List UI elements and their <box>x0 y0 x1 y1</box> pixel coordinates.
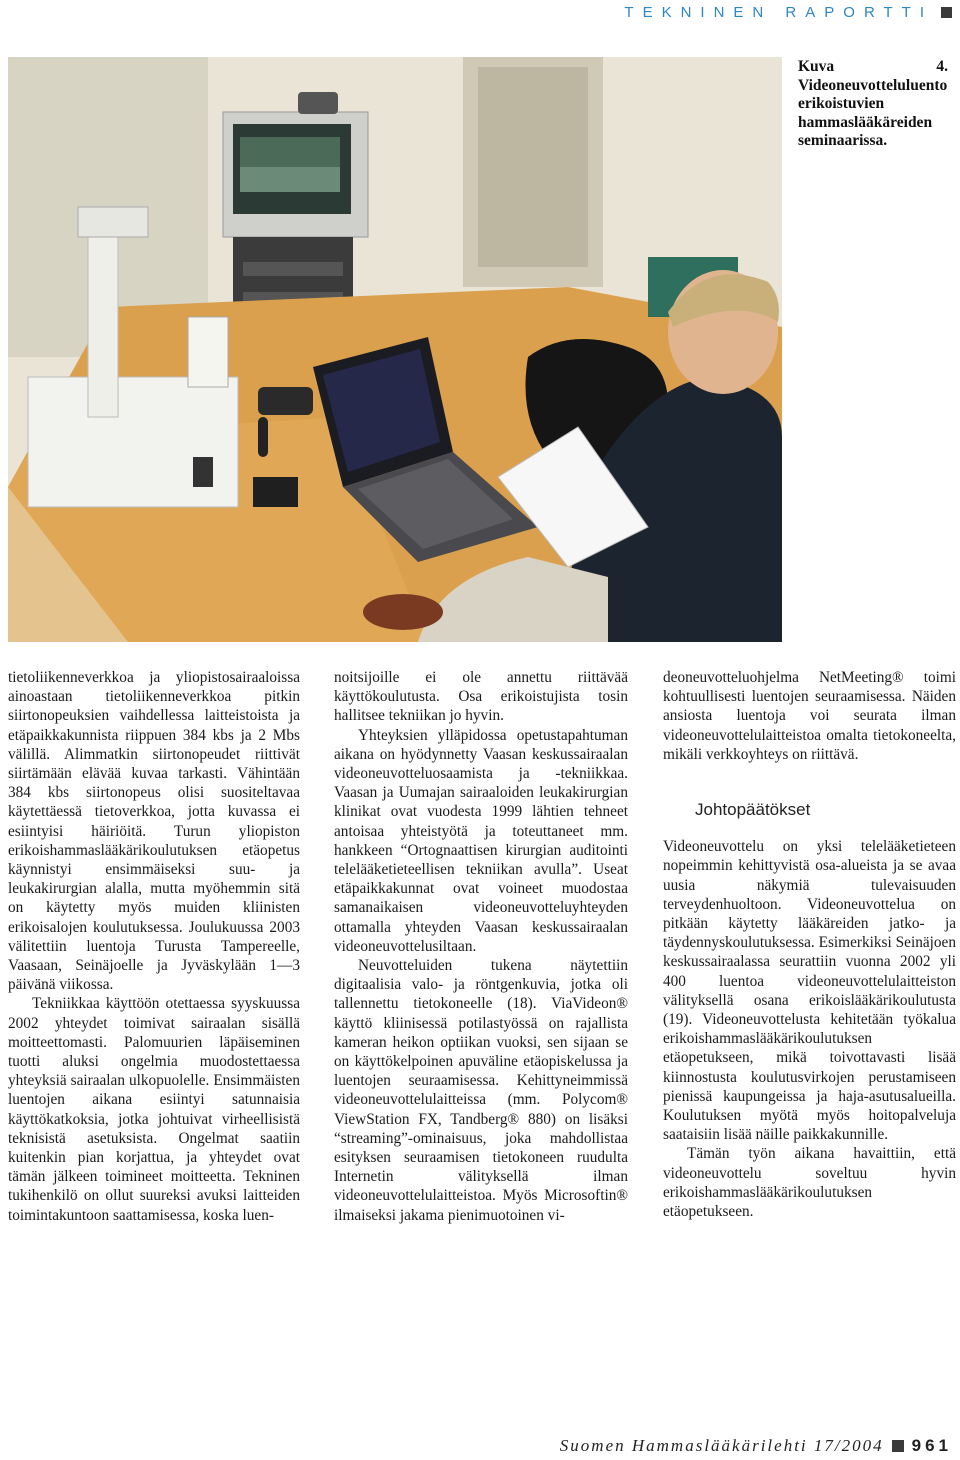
figure-caption: Kuva 4. Videoneuvotteluluento erikoistuvien hammaslääkäreiden seminaarissa. <box>798 58 948 149</box>
square-bullet-icon <box>892 1440 904 1452</box>
paragraph: Tekniikkaa käyttöön otettaessa syyskuussa 2002 yhteydet toimivat sairaalan sisällä moitteettomasti. Palomuurien läpäiseminen tuotti aluksi ongelmia muodostettaessa yhteyksiä sairaalan ulkopuolelle. Ensimmäisten luentojen aikana esiintyi satunnaisia käyttökatkoksia, jotka johtuivat virheellisistä teknisistä asetuksista. Ongelmat saatiin kuitenkin pian korjattua, ja yhteydet ovat tämän jälkeen toimineet moitteetta. Tekninen tukihenkilö on ollut suureksi avuksi laitteiden toimintakuntoon saattamisessa, koska luen- <box>8 995 300 1224</box>
paragraph: Yhteyksien ylläpidossa opetustapahtuman aikana on hyödynnetty Vaasan keskussairaalan videoneuvotteluosaamista ja -tekniikkaa. Vaasan ja Uumajan sairaaloiden leukakirurgian klinikat ovat vuodesta 1999 lähtien tehneet antoisaa yhteistyötä ja toteuttaneet mm. hankkeen “Ortognaattisen kirurgian auditointi telelääketieteellisen tekniikan avulla”. Useat etäpaikkakunnat ovat voineet muodostaa samanaikaisen videoneuvotteluyhteyden ottamalla yhteyden Vaasan keskussairaalan videoneuvottelusiltaan. <box>334 726 628 955</box>
section-heading: Johtopäätökset <box>695 800 811 820</box>
running-footer <box>560 1434 952 1458</box>
journal-name: Suomen Hammaslääkärilehti 17/2004 <box>559 1436 884 1455</box>
running-header <box>624 0 952 24</box>
paragraph: Tämän työn aikana havaittiin, että videoneuvottelu soveltuu hyvin erikoishammaslääkärikoulutuksen etäopetukseen. <box>663 1145 956 1221</box>
square-bullet-icon <box>941 7 952 18</box>
text-column-1 <box>8 668 300 1225</box>
paragraph: tietoliikenneverkkoa ja yliopistosairaaloissa ainoastaan tietoliikenneverkkoa pitkin siirtonopeuksien vaihdellessa laitteistoista ja etäpaikkakunnista riippuen 384 kbs ja 2 Mbs välillä. Alimmatkin siirtonopeudet riittivät siirtämään elävää kuvaa tarkasti. Vähintään 384 kbs siirtonopeus olisi suositeltavaa käytettäessä tietoverkkoa, jotta kuvassa ei esiintyisi häiriöitä. Turun yliopiston erikoishammaslääkärikoulutuksen etäopetus käynnistyi ensimmäiseksi suu- ja leukakirurgian alalla, mutta myöhemmin sitä on käytetty myös muiden kliinisten erikoisalojen koulutuksessa. Joulukuussa 2003 välitettiin luentoja Turusta Tampereelle, Vaasaan, Seinäjoelle ja Jyväskylään 1—3 päivänä viikossa. <box>8 669 300 994</box>
text-column-3 <box>663 668 956 1221</box>
text-column-2 <box>334 668 628 1225</box>
figure-photo <box>8 57 782 642</box>
paragraph: Videoneuvottelu on yksi telelääketieteen nopeimmin kehittyvistä osa-alueista ja se avaa uusia näkymiä tulevaisuuden terveydenhuoltoon. Videoneuvottelua on pitkään käytetty lääkäreiden jatko- ja täydennyskoulutuksessa. Esimerkiksi Seinäjoen keskussairaalassa seurattiin vuonna 2002 yli 400 luentoa videoneuvottelulaitteiston välityksellä osana erikoislääkärikoulutusta (19). Videoneuvottelusta kehitetään työkalua erikoishammaslääkärikoulutuksen etäopetukseen, mikä toivottavasti lisää kiinnostusta koulutusvirkojen perustamiseen pienissä kaupungeissa ja haja-asutusalueilla. Koulutuksen myötä myös hoitopalveluja saataisiin lisää näille paikkakunnille. <box>663 838 956 1144</box>
section-title: TEKNINEN RAPORTTI <box>624 3 933 21</box>
paragraph: Neuvotteluiden tukena näytettiin digitaalisia valo- ja röntgenkuvia, jotka oli tallennettu tietokoneelle (18). ViaVideon® käyttö kliinisessä potilastyössä on rajallista kameran heikon optiikan vuoksi, sen sijaan se on käyttökelpoinen apuväline etäopiskelussa ja luentojen seuraamisessa. Kehittyneimmissä videoneuvottelulaitteissa (mm. Polycom® ViewStation FX, Tandberg® 880) on lisäksi “streaming”-ominaisuus, joka mahdollistaa esityksen seuraamisen tietokoneen ruudulta Internetin välityksellä ilman videoneuvottelulaitteistoa. Myös Microsoftin® ilmaiseksi jakama pienimuotoinen vi- <box>334 957 628 1224</box>
paragraph: deoneuvotteluohjelma NetMeeting® toimi kohtuullisesti luentojen seuraamisessa. Näiden ansiosta luentoja voi seurata ilman videoneuvottelulaitteistoa omalta tietokoneelta, mikäli verkkoyhteys on riittävä. <box>663 669 956 763</box>
paragraph: noitsijoille ei ole annettu riittävää käyttökoulutusta. Osa erikoistujista tosin hallitsee tekniikan jo hyvin. <box>334 669 628 725</box>
page-number: 961 <box>911 1436 952 1455</box>
